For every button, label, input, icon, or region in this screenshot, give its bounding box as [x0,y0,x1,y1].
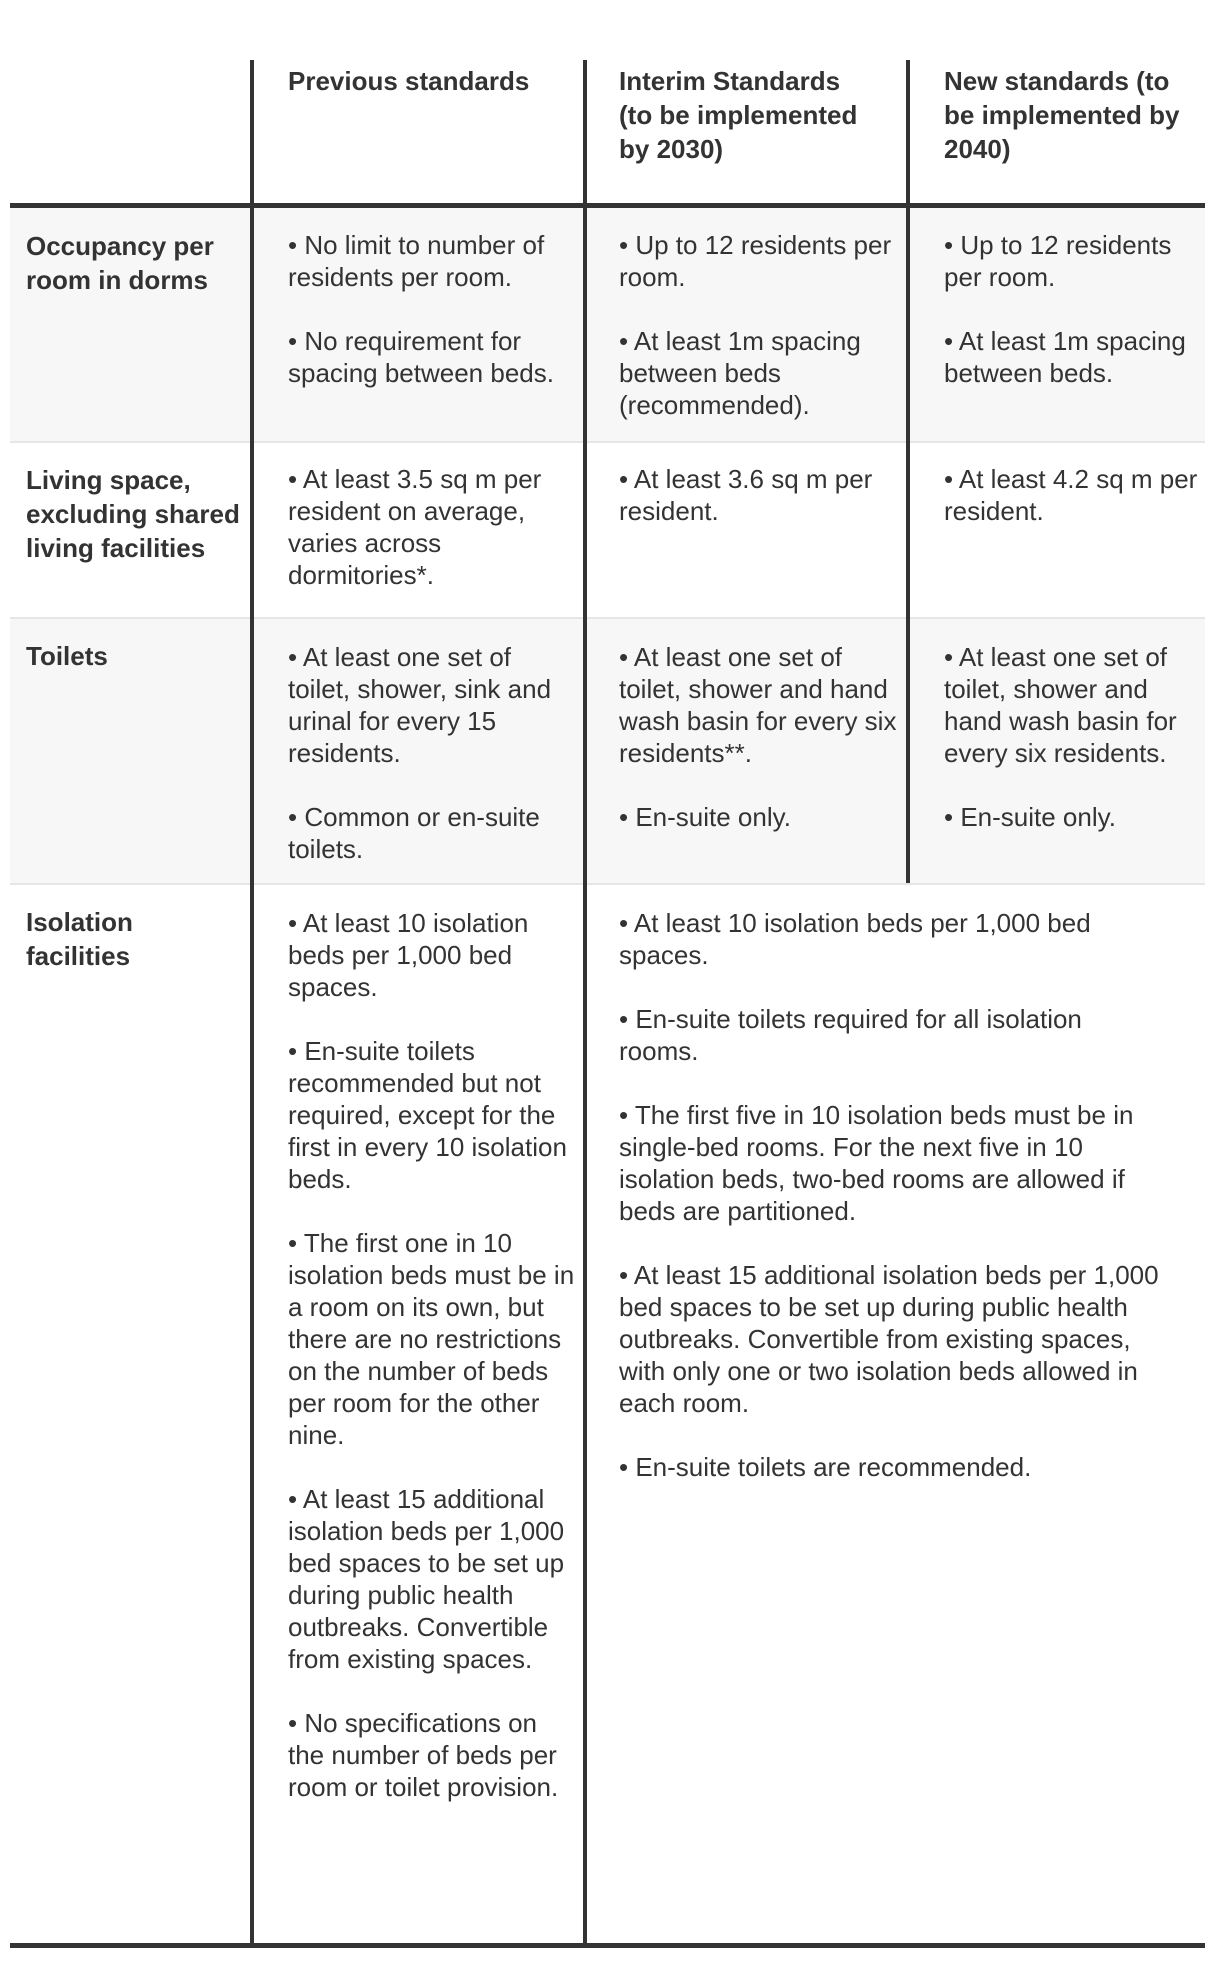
bullet-text: • Up to 12 residents per room. [619,230,892,292]
bullet-text: • The first one in 10 isolation beds must be in a room on its own, but there are no restrictions on the number of beds per room for the other nine. [288,1228,575,1450]
row-divider [10,883,1205,885]
row-label: Living space, excluding shared living facilities [26,465,240,563]
bullet-text: • En-suite toilets required for all isolation rooms. [619,1004,1082,1066]
header-previous: Previous standards [288,66,530,96]
row-label: Toilets [26,641,108,671]
bullet-text: • At least 3.5 sq m per resident on average, varies across dormitories*. [288,464,542,590]
row-occupancy [10,207,1205,441]
column-divider [250,60,254,1948]
bullet-text: • No specifications on the number of beds per room or toilet provision. [288,1708,559,1802]
cell-interim-and-new [585,907,1205,1483]
bullet-text: • No requirement for spacing between beds. [288,326,554,388]
bullet-text: • No limit to number of residents per room. [288,230,545,292]
bullet-text: • At least 4.2 sq m per resident. [944,464,1198,526]
cell-previous [252,641,585,865]
cell-previous [252,463,585,591]
bullet-text: • En-suite only. [944,802,1116,832]
bullet-text: • At least 15 additional isolation beds per 1,000 bed spaces to be set up during public health outbreaks. Convertible from existing spaces. [288,1484,565,1674]
cell-interim [585,641,908,833]
column-divider [583,60,587,1948]
row-divider [10,441,1205,443]
header-row [10,64,1205,204]
bullet-text: • Common or en-suite toilets. [288,802,540,864]
cell-interim [585,229,908,421]
header-interim: Interim Standards (to be implemented by 2030) [619,66,858,164]
row-living-space [10,443,1205,617]
bullet-text: • At least one set of toilet, shower, sink and urinal for every 15 residents. [288,642,552,768]
cell-previous [252,907,585,1803]
row-isolation [10,885,1205,1943]
bullet-text: • At least 10 isolation beds per 1,000 bed spaces. [288,908,529,1002]
bullet-text: • The first five in 10 isolation beds must be in single-bed rooms. For the next five in 10 isolation beds, two-bed rooms are allowed if beds are partitioned. [619,1100,1134,1226]
bullet-text: • At least 1m spacing between beds. [944,326,1186,388]
cell-previous [252,229,585,389]
bullet-text: • En-suite toilets are recommended. [619,1452,1032,1482]
bottom-border [10,1943,1205,1948]
column-divider [906,60,910,883]
bullet-text: • At least one set of toilet, shower and hand wash basin for every six residents**. [619,642,897,768]
cell-interim [585,463,908,527]
bullet-text: • At least 10 isolation beds per 1,000 bed spaces. [619,908,1091,970]
bullet-text: • En-suite toilets recommended but not required, except for the first in every 10 isolation beds. [288,1036,567,1194]
header-divider [10,203,1205,208]
cell-new [908,229,1205,389]
row-label: Isolation facilities [26,907,133,971]
header-new: New standards (to be implemented by 2040) [944,66,1180,164]
standards-table [10,0,1205,1968]
row-toilets [10,619,1205,883]
row-divider [10,617,1205,619]
bullet-text: • Up to 12 residents per room. [944,230,1172,292]
bullet-text: • At least one set of toilet, shower and hand wash basin for every six residents. [944,642,1177,768]
cell-new [908,463,1205,527]
bullet-text: • At least 1m spacing between beds (recommended). [619,326,861,420]
bullet-text: • En-suite only. [619,802,791,832]
bullet-text: • At least 3.6 sq m per resident. [619,464,873,526]
cell-new [908,641,1205,833]
row-label: Occupancy per room in dorms [26,231,214,295]
bullet-text: • At least 15 additional isolation beds per 1,000 bed spaces to be set up during public health outbreaks. Convertible from existing spaces, with only one or two isolation beds allowed in each room. [619,1260,1159,1418]
